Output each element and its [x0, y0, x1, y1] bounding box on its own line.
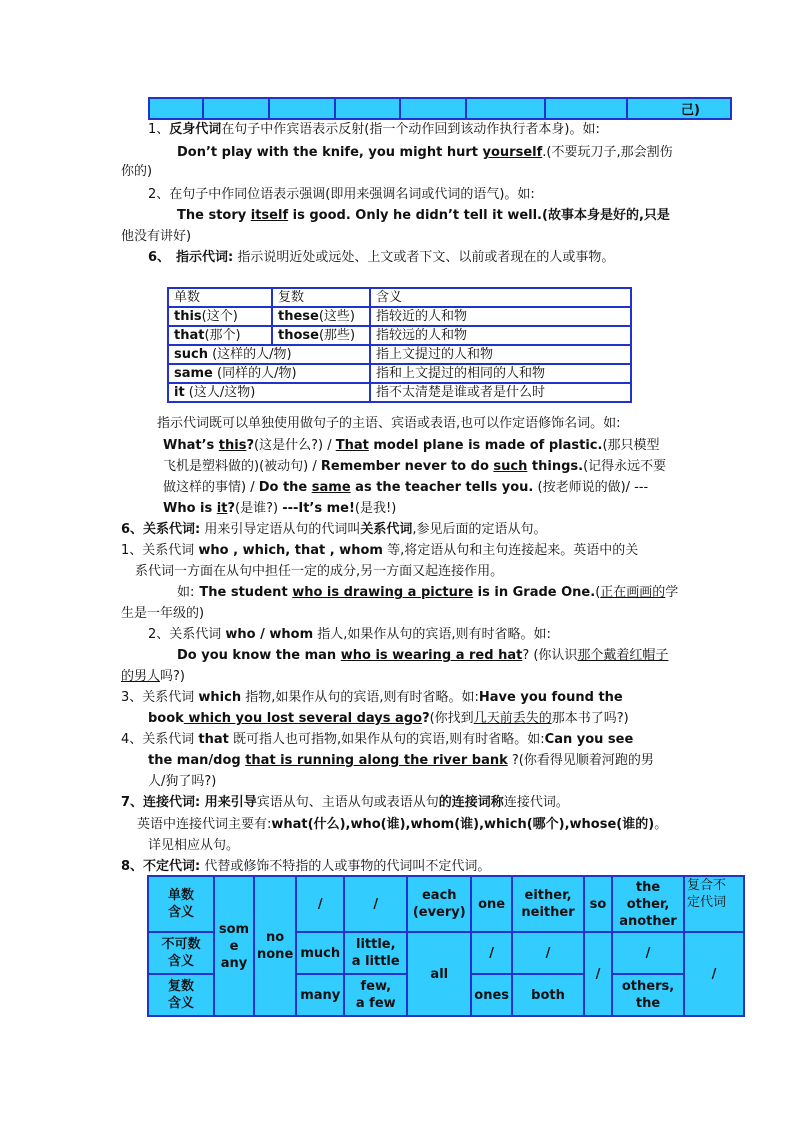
table-cell: / [612, 932, 684, 974]
text: 宾语从句、主语从句或表语从句 [256, 795, 439, 810]
text: 指人,如果作从句的宾语,则有时省略。如: [313, 627, 551, 642]
top-cell: 己) [627, 98, 731, 119]
text: 指物,如果作从句的宾语,则有时省略。如: [241, 690, 479, 705]
word: these [278, 309, 319, 324]
text: (是我!) [354, 501, 397, 516]
table-cell: 指较近的人和物 [370, 307, 631, 326]
text: 连接代词。 [503, 795, 569, 810]
table-cell: each (every) [407, 876, 471, 932]
relative-p4 [121, 730, 633, 749]
text: ? [422, 711, 430, 726]
text: (那只模型 [602, 438, 660, 453]
table-cell: 复合不 定代词 [684, 876, 744, 932]
text: Can you see [544, 732, 634, 747]
demonstrative-table [167, 287, 632, 403]
table-cell: so [584, 876, 612, 932]
table-cell: 指和上文提过的相同的人和物 [370, 364, 631, 383]
top-cell [466, 98, 545, 119]
text: 英语中连接代词主要有: [137, 817, 272, 832]
text: 吗?) [160, 669, 185, 684]
table-header-row [168, 288, 631, 307]
underlined-text: yourself [482, 145, 543, 160]
table-row [168, 326, 631, 345]
demonstrative-example-4 [163, 499, 396, 518]
underlined-text: who is drawing a picture [292, 585, 474, 600]
demonstrative-note: 指示代词既可以单独使用做句子的主语、宾语或表语,也可以作定语修饰名词。如: [157, 416, 621, 431]
text: (你找到 [429, 711, 474, 726]
text: ? [227, 501, 235, 516]
text: 。 [654, 817, 668, 832]
underlined-text: it [216, 501, 228, 516]
top-cell [203, 98, 269, 119]
table-cell [168, 383, 370, 402]
demonstrative-heading [148, 248, 614, 267]
text: which [198, 690, 242, 705]
text: 既可指人也可指物,如果作从句的宾语,则有时省略。如: [228, 732, 545, 747]
table-cell: all [407, 932, 471, 1016]
gloss: (那个) [204, 328, 241, 343]
underlined-text: who is wearing a red hat [340, 648, 523, 663]
text: 学 [665, 585, 679, 600]
text: .(不要玩刀子,那会割伤 [542, 145, 673, 160]
conjunctive-heading [121, 793, 569, 812]
text: 2、关系代词 [148, 627, 226, 642]
table-cell: others, the [612, 974, 684, 1016]
gloss: (这些) [318, 309, 355, 324]
table-cell [272, 307, 370, 326]
relative-p1-line-2: 系代词一方面在从句中担任一定的成分,另一方面又起连接作用。 [135, 564, 504, 579]
text: Do the [258, 480, 312, 495]
table-cell: either, neither [512, 876, 584, 932]
top-cell [545, 98, 627, 119]
relative-p3-line-2 [148, 709, 629, 728]
row-label: 单数 含义 [148, 876, 214, 932]
text: Remember never to do [320, 459, 494, 474]
underlined-text: That [335, 438, 369, 453]
relative-p1 [121, 541, 638, 560]
text: The student [199, 585, 293, 600]
table-row [148, 876, 744, 932]
text: (按老师说的做)/ --- [533, 480, 649, 495]
row-label: 不可数 含义 [148, 932, 214, 974]
underlined-text: which you lost several days ago [183, 711, 423, 726]
text: things. [527, 459, 584, 474]
text: what(什么),who(谁),whom(谁),which(哪个),whose(谁的) [271, 817, 655, 832]
header-cell: 复数 [272, 288, 370, 307]
table-cell: ones [471, 974, 512, 1016]
reflexive-example [177, 143, 673, 162]
table-cell: / [684, 932, 744, 1016]
table-cell: no none [254, 876, 296, 1016]
text: 等,将定语从句和主句连接起来。英语中的关 [382, 543, 639, 558]
top-table [148, 97, 732, 120]
text: ( [595, 585, 601, 600]
text: ,参见后面的定语从句。 [412, 522, 547, 537]
reflexive-example-2 [177, 206, 670, 225]
text: ---It’s me! [282, 501, 355, 516]
word: that [174, 328, 205, 343]
section-title: 6、关系代词: [121, 522, 201, 537]
demonstrative-example-1 [163, 436, 660, 455]
gloss: (这个) [201, 309, 238, 324]
table-cell: / [344, 876, 407, 932]
table-cell [272, 326, 370, 345]
table-row [168, 345, 631, 364]
text: (记得永远不要 [583, 459, 667, 474]
text: that [198, 732, 229, 747]
indefinite-heading [121, 857, 490, 876]
text: book [148, 711, 184, 726]
text: the man/dog [148, 753, 246, 768]
underlined-text: such [493, 459, 528, 474]
relative-p1-example [177, 583, 678, 602]
text: who , which, that , whom [198, 543, 383, 558]
table-cell: 指不太清楚是谁或者是什么时 [370, 383, 631, 402]
text: 用来引导 [200, 795, 257, 810]
text: 1、关系代词 [121, 543, 199, 558]
text: ?(你看得见顺着河跑的男 [507, 753, 654, 768]
reflexive-line-1 [148, 120, 600, 139]
table-cell: 指上文提过的人和物 [370, 345, 631, 364]
text: as the teacher tells you. [350, 480, 534, 495]
word: such [174, 347, 208, 362]
text: 的连接词称 [438, 795, 504, 810]
section-desc: 指示说明近处或远处、上文或者下文、以前或者现在的人或事物。 [233, 250, 615, 265]
table-cell: / [296, 876, 344, 932]
word: same [174, 366, 213, 381]
top-cell [400, 98, 466, 119]
text: What’s [163, 438, 219, 453]
text: 用来引导定语从句的代词叫 [200, 522, 361, 537]
list-number: 1、 [148, 122, 170, 137]
top-cell [149, 98, 203, 119]
text: is good. Only he didn’t tell it well.(故事本身是好的,只是 [288, 208, 670, 223]
table-row [168, 307, 631, 326]
demonstrative-example-3 [163, 478, 648, 497]
word: this [174, 309, 202, 324]
underlined-text: same [311, 480, 351, 495]
relative-p2 [148, 625, 551, 644]
text: 代替或修饰不特指的人或事物的代词叫不定代词。 [200, 859, 491, 874]
table-cell: few, a few [344, 974, 407, 1016]
indefinite-table [147, 875, 745, 1017]
text: (是谁?) [235, 501, 283, 516]
relative-p3 [121, 688, 623, 707]
underlined-text: that is running along the river bank [245, 753, 508, 768]
table-cell: one [471, 876, 512, 932]
text: The story [177, 208, 251, 223]
relative-p2-example-line-2 [121, 667, 185, 686]
table-cell [168, 364, 370, 383]
section-title: 指示代词: [176, 250, 234, 265]
text: Don’t play with the knife, you might hurt [177, 145, 483, 160]
top-cell [335, 98, 401, 119]
text: 关系代词 [360, 522, 413, 537]
relative-p4-line-3: 人/狗了吗?) [148, 774, 217, 789]
table-cell: many [296, 974, 344, 1016]
text: Have you found the [478, 690, 623, 705]
underlined-text: 的男人 [121, 669, 161, 684]
table-cell: 指较远的人和物 [370, 326, 631, 345]
text: 3、关系代词 [121, 690, 199, 705]
conjunctive-line-1 [137, 815, 667, 834]
reflexive-line-6: 他没有讲好) [121, 229, 192, 244]
gloss: (那些) [318, 328, 356, 343]
table-cell [168, 345, 370, 364]
gloss: (同样的人/物) [212, 366, 297, 381]
text: 在句子中作宾语表示反射(指一个动作回到该动作执行者本身)。如: [221, 122, 600, 137]
table-row [168, 383, 631, 402]
text: who / whom [225, 627, 314, 642]
section-title: 7、连接代词: [121, 795, 201, 810]
relative-heading [121, 520, 547, 539]
conjunctive-line-2: 详见相应从句。 [148, 838, 240, 853]
relative-p4-line-2 [148, 751, 654, 770]
text: 做这样的事情) / [163, 480, 259, 495]
top-cell [269, 98, 335, 119]
table-cell: som e any [214, 876, 254, 1016]
text: (这是什么?) / [254, 438, 336, 453]
table-cell [168, 326, 272, 345]
table-cell [168, 307, 272, 326]
word: those [278, 328, 319, 343]
table-cell: little, a little [344, 932, 407, 974]
gloss: (这样的人/物) [207, 347, 292, 362]
table-row [168, 364, 631, 383]
text: Do you know the man [177, 648, 341, 663]
term-reflexive: 反身代词 [169, 122, 222, 137]
underlined-text: itself [250, 208, 289, 223]
table-cell: both [512, 974, 584, 1016]
text: 那本书了吗?) [551, 711, 629, 726]
relative-p2-example [177, 646, 668, 665]
table-cell: much [296, 932, 344, 974]
demonstrative-example-2 [163, 457, 666, 476]
gloss: (这人/这物) [184, 385, 256, 400]
header-cell: 单数 [168, 288, 272, 307]
underlined-text: 几天前丢失的 [473, 711, 552, 726]
table-cell: / [471, 932, 512, 974]
text: 如: [177, 585, 195, 600]
word: it [174, 385, 185, 400]
text: Who is [163, 501, 217, 516]
text: ? [246, 438, 255, 453]
underlined-text: 那个戴着红帽子 [577, 648, 669, 663]
underlined-text: this [218, 438, 247, 453]
header-cell: 含义 [370, 288, 631, 307]
section-title: 8、不定代词: [121, 859, 201, 874]
section-number: 6、 [148, 250, 171, 265]
row-label: 复数 含义 [148, 974, 214, 1016]
reflexive-line-3: 你的) [121, 164, 153, 179]
text: 飞机是塑料做的)(被动句) / [163, 459, 321, 474]
text: model plane is made of plastic. [368, 438, 603, 453]
reflexive-line-4: 2、在句子中作同位语表示强调(即用来强调名词或代词的语气)。如: [148, 187, 535, 202]
table-cell: / [512, 932, 584, 974]
relative-p1-example-line-2: 生是一年级的) [121, 606, 205, 621]
text: ? (你认识 [522, 648, 578, 663]
text: 4、关系代词 [121, 732, 199, 747]
table-cell: / [584, 932, 612, 1016]
table-cell: the other, another [612, 876, 684, 932]
underlined-text: 正在画画的 [600, 585, 666, 600]
text: is in Grade One. [473, 585, 596, 600]
